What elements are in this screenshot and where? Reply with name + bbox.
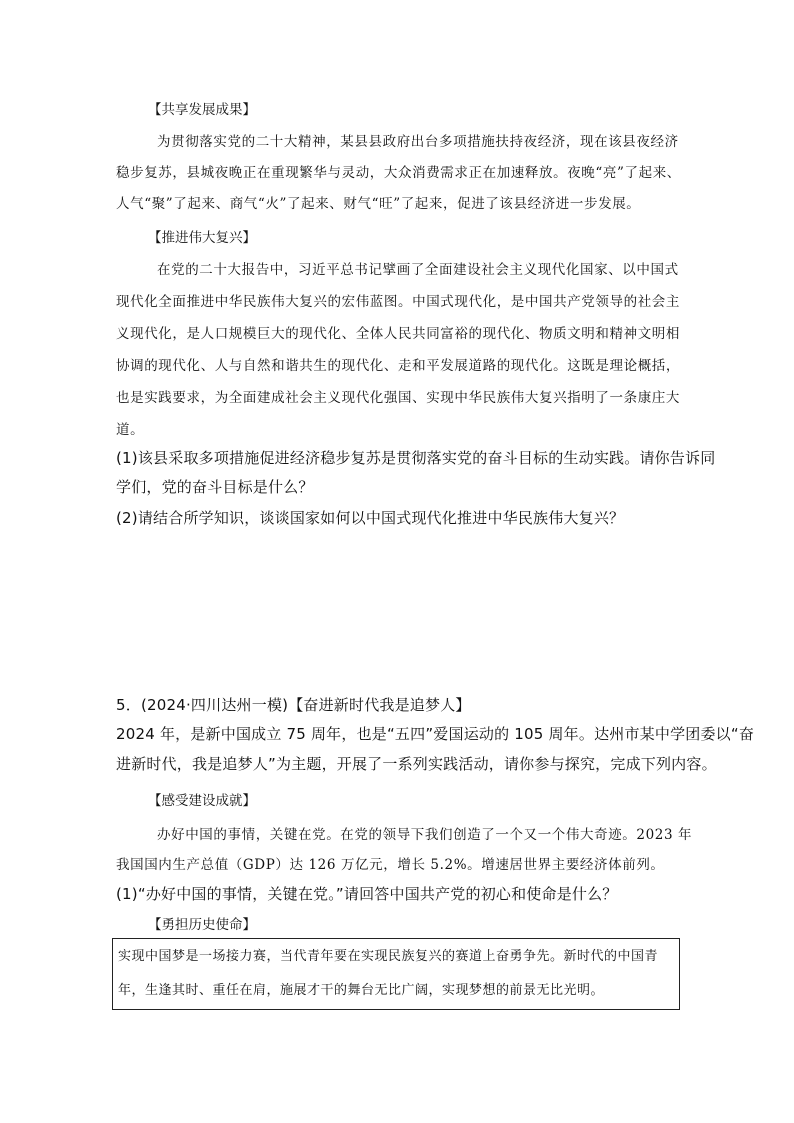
section-heading-great-rejuvenation: 【推进伟大复兴】 <box>148 230 256 246</box>
section-heading-historic-mission: 【勇担历史使命】 <box>148 917 256 933</box>
section-heading-construction-achievements: 【感受建设成就】 <box>148 793 256 809</box>
paragraph-line: 在党的二十大报告中，习近平总书记擘画了全面建设社会主义现代化国家、以中国式 <box>157 262 679 278</box>
question-1-line1: (1)该县采取多项措施促进经济稳步复苏是贯彻落实党的奋斗目标的生动实践。请你告诉同 <box>116 449 716 467</box>
problem-5-question-1: (1)“办好中国的事情，关键在党。”请回答中国共产党的初心和使命是什么？ <box>116 885 618 903</box>
paragraph-line: 为贯彻落实党的二十大精神，某县县政府出台多项措施扶持夜经济，现在该县夜经济 <box>157 134 679 150</box>
section-heading-shared-development: 【共享发展成果】 <box>148 102 256 118</box>
paragraph-line: 现代化全面推进中华民族伟大复兴的宏伟蓝图。中国式现代化，是中国共产党领导的社会主 <box>116 294 680 310</box>
paragraph-line: 协调的现代化、人与自然和谐共生的现代化、走和平发展道路的现代化。这既是理论概括， <box>116 358 680 374</box>
paragraph-line: 稳步复苏，县城夜晚正在重现繁华与灵动，大众消费需求正在加速释放。夜晚“亮”了起来、 <box>116 165 681 181</box>
paragraph-line: 也是实践要求，为全面建成社会主义现代化强国、实现中华民族伟大复兴指明了一条康庄大 <box>116 390 680 406</box>
paragraph-line: 我国国内生产总值（GDP）达 126 万亿元，增长 5.2%。增速居世界主要经济体前列。 <box>116 857 665 873</box>
problem-5-intro-line1: 2024 年，是新中国成立 75 周年，也是“五四”爱国运动的 105 周年。达州市某中学团委以“奋 <box>116 725 755 743</box>
paragraph-line: 办好中国的事情，关键在党。在党的领导下我们创造了一个又一个伟大奇迹。2023 年 <box>157 827 693 843</box>
quote-box-line: 年，生逢其时、重任在肩，施展才干的舞台无比广阔，实现梦想的前景无比光明。 <box>118 983 605 998</box>
paragraph-line: 道。 <box>116 422 145 438</box>
question-2: (2)请结合所学知识，谈谈国家如何以中国式现代化推进中华民族伟大复兴？ <box>116 509 625 527</box>
problem-5-title: 5．(2024·四川达州一模)【奋进新时代我是追梦人】 <box>116 696 471 714</box>
quote-box-line: 实现中国梦是一场接力赛，当代青年要在实现民族复兴的赛道上奋勇争先。新时代的中国青 <box>118 949 659 964</box>
problem-5-intro-line2: 进新时代，我是追梦人”为主题，开展了一系列实践活动，请你参与探究，完成下列内容。 <box>116 755 717 773</box>
paragraph-line: 义现代化，是人口规模巨大的现代化、全体人民共同富裕的现代化、物质文明和精神文明相 <box>116 326 680 342</box>
paragraph-line: 人气“聚”了起来、商气“火”了起来、财气“旺”了起来，促进了该县经济进一步发展。 <box>116 196 641 212</box>
question-1-line2: 学们，党的奋斗目标是什么？ <box>116 478 314 496</box>
